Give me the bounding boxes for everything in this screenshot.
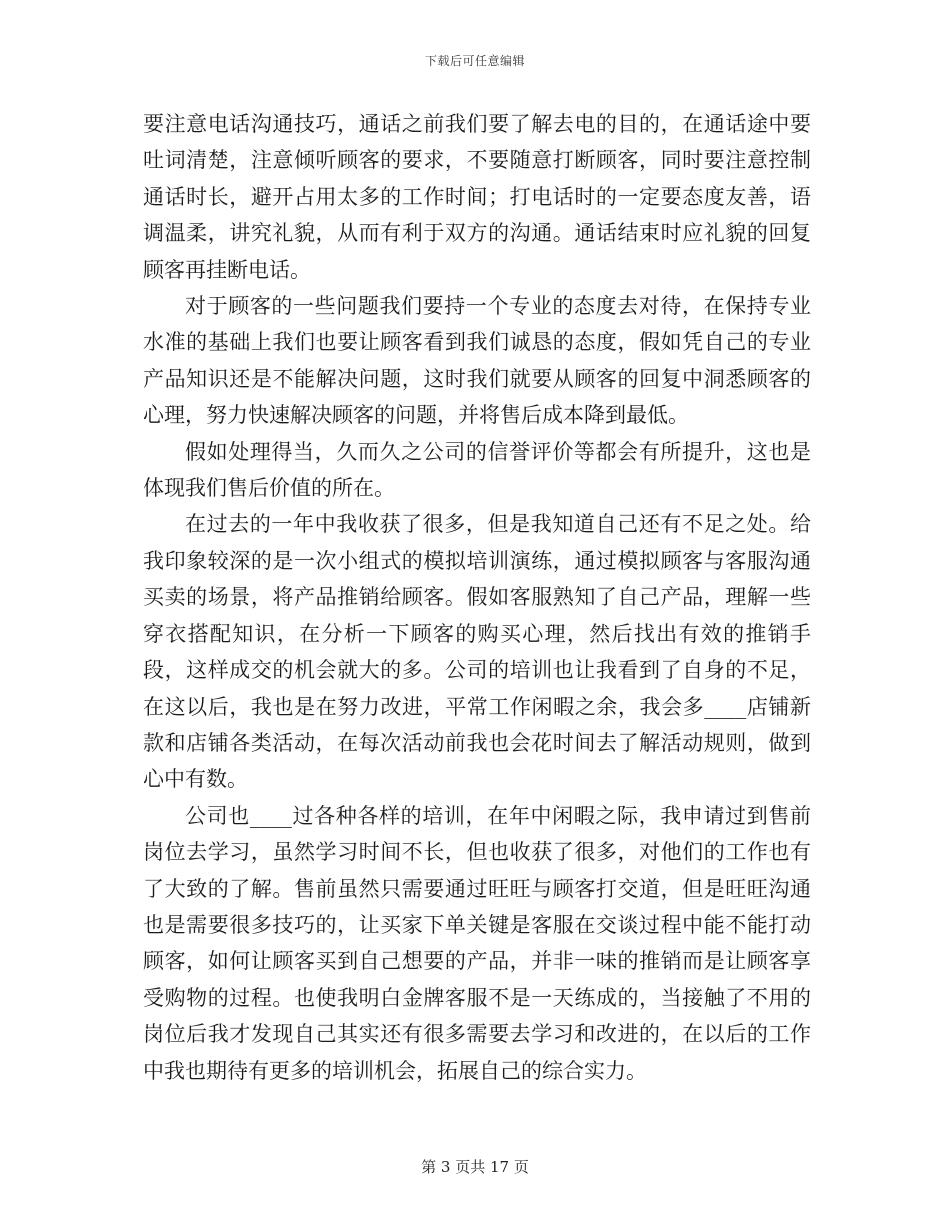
page-footer: 第 3 页共 17 页	[421, 1158, 529, 1176]
paragraph-1: 要注意电话沟通技巧，通话之前我们要了解去电的目的，在通话途中要吐词清楚，注意倾听顾客的要求，不要随意打断顾客，同时要注意控制通话时长，避开占用太多的工作时间；打电话时的一定要态度友善，语调温柔，讲究礼貌，从而有利于双方的沟通。通话结束时应礼貌的回复顾客再挂断电话。	[143, 112, 811, 282]
document-body	[143, 106, 811, 1089]
page-header: 下载后可任意编辑	[424, 54, 525, 68]
paragraph-5: 公司也____过各种各样的培训，在年中闲暇之际，我申请过到售前岗位去学习，虽然学习时间不长，但也收获了很多，对他们的工作也有了大致的了解。售前虽然只需要通过旺旺与顾客打交道，但是旺旺沟通也是需要很多技巧的，让买家下单关键是客服在交谈过程中能不能打动顾客，如何让顾客买到自己想要的产品，并非一味的推销而是让顾客享受购物的过程。也使我明白金牌客服不是一天练成的，当接触了不用的岗位后我才发现自己其实还有很多需要去学习和改进的，在以后的工作中我也期待有更多的培训机会，拓展自己的综合实力。	[143, 803, 811, 1083]
paragraph-4: 在过去的一年中我收获了很多，但是我知道自己还有不足之处。给我印象较深的是一次小组式的模拟培训演练，通过模拟顾客与客服沟通买卖的场景，将产品推销给顾客。假如客服熟知了自己产品，理解一些穿衣搭配知识，在分析一下顾客的购买心理，然后找出有效的推销手段，这样成交的机会就大的多。公司的培训也让我看到了自身的不足，在这以后，我也是在努力改进，平常工作闲暇之余，我会多____店铺新款和店铺各类活动，在每次活动前我也会花时间去了解活动规则，做到心中有数。	[143, 512, 811, 792]
paragraph-3: 假如处理得当，久而久之公司的信誉评价等都会有所提升，这也是体现我们售后价值的所在。	[143, 439, 811, 501]
paragraph-2: 对于顾客的一些问题我们要持一个专业的态度去对待，在保持专业水准的基础上我们也要让顾客看到我们诚恳的态度，假如凭自己的专业产品知识还是不能解决问题，这时我们就要从顾客的回复中洞悉顾客的心理，努力快速解决顾客的问题，并将售后成本降到最低。	[143, 294, 811, 428]
